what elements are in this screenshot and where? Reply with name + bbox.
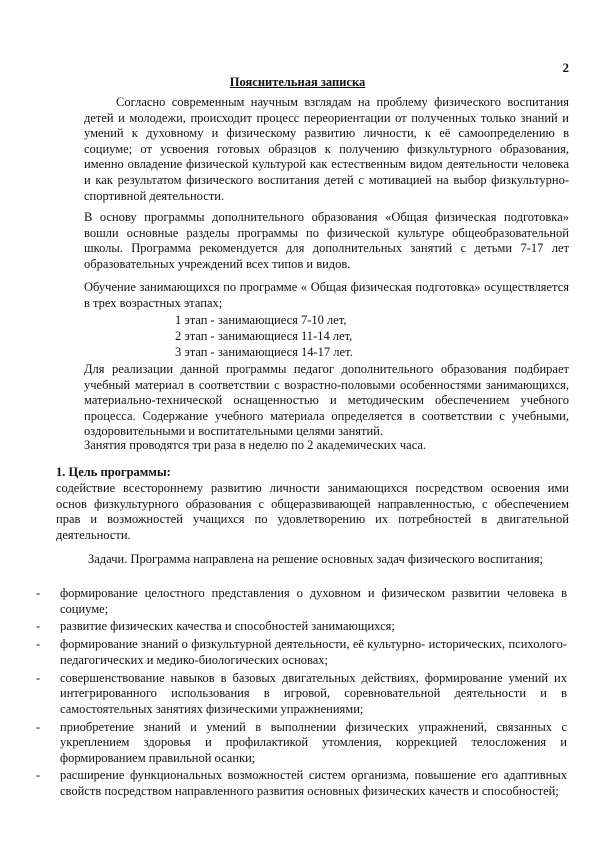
list-item: - формирование целостного представления о духовном и физическом развитии человека в социуме; bbox=[36, 586, 567, 616]
dash-bullet: - bbox=[36, 619, 41, 634]
dash-bullet: - bbox=[36, 719, 41, 734]
dash-bullet: - bbox=[36, 637, 41, 652]
goal-text: содействие всестороннему развитию личности занимающихся посредством освоения ими основ физкультурного образования с общеразвивающей направленностью, с обеспечением прав и возможностей учащихся по удовлетворению их потребностей в двигательной деятельности. bbox=[56, 481, 569, 542]
stage-item: 1 этап - занимающиеся 7-10 лет, bbox=[175, 313, 347, 327]
goal-heading: 1. Цель программы: bbox=[56, 465, 171, 479]
tasks-intro: Задачи. Программа направлена на решение основных задач физического воспитания; bbox=[88, 552, 543, 566]
page-number: 2 bbox=[562, 60, 569, 75]
stage-item: 3 этап - занимающиеся 14-17 лет. bbox=[175, 344, 353, 359]
paragraph-stages-intro: Обучение занимающихся по программе « Общая физическая подготовка» осуществляется в трех возрастных этапах; bbox=[84, 280, 569, 310]
list-item: - приобретение знаний и умений в выполнении физических упражнений, связанных с укреплением здоровья и профилактикой утомления, коррекцией телосложения и формированием правильной осанки; bbox=[36, 719, 567, 765]
dash-bullet: - bbox=[36, 586, 41, 600]
paragraph-implementation: Для реализации данной программы педагог дополнительного образования подбирает учебный материал в соответствии с возрастно-половыми особенностями занимающихся, материально-технической оснащенностью и методическим обеспечением учебного процесса. Содержание учебного материала определяется в соответствии с учебными, оздоровительными и воспитательными целями занятий. bbox=[84, 362, 569, 439]
dash-bullet: - bbox=[36, 768, 41, 783]
stage-item: 2 этап - занимающиеся 11-14 лет, bbox=[175, 328, 353, 343]
list-item: - развитие физических качества и способностей занимающихся; bbox=[36, 619, 395, 634]
paragraph-intro: Согласно современным научным взглядам на проблему физического воспитания детей и молодежи, происходит процесс переориентации от полученных только знаний и умений к духовному и физическому развитию личности, к её самоопределению в социуме; от усвоения готовых образцов к получению физкультурного образования, именно овладение физической культурой как естественным видом деятельности человека и как результатом физического воспитания детей с мотивацией на выбор физкультурно-спортивной деятельности. bbox=[84, 95, 569, 203]
stages-list bbox=[175, 313, 353, 360]
list-item: - расширение функциональных возможностей систем организма, повышение его адаптивных свойств посредством направленного развития основных физических качеств и способностей; bbox=[36, 768, 567, 799]
document-title: Пояснительная записка bbox=[229, 75, 366, 89]
dash-bullet: - bbox=[36, 670, 41, 685]
paragraph-program-basis: В основу программы дополнительного образования «Общая физическая подготовка» вошли основные разделы программы по физической культуре общеобразовательной школы. Программа рекомендуется для дополнительных занятий с детьми 7-17 лет образовательных учреждений всех типов и видов. bbox=[84, 210, 569, 271]
tasks-list bbox=[36, 586, 567, 802]
list-item: - формирование знаний о физкультурной деятельности, её культурно- исторических, психолого-педагогических и медико-биологических основах; bbox=[36, 637, 567, 667]
paragraph-schedule: Занятия проводятся три раза в неделю по 2 академических часа. bbox=[84, 438, 427, 452]
list-item: - совершенствование навыков в базовых двигательных действиях, формирование умений их интегрированного использования в игровой, соревновательной деятельности и в самостоятельных занятиях физическими упражнениями; bbox=[36, 670, 567, 716]
